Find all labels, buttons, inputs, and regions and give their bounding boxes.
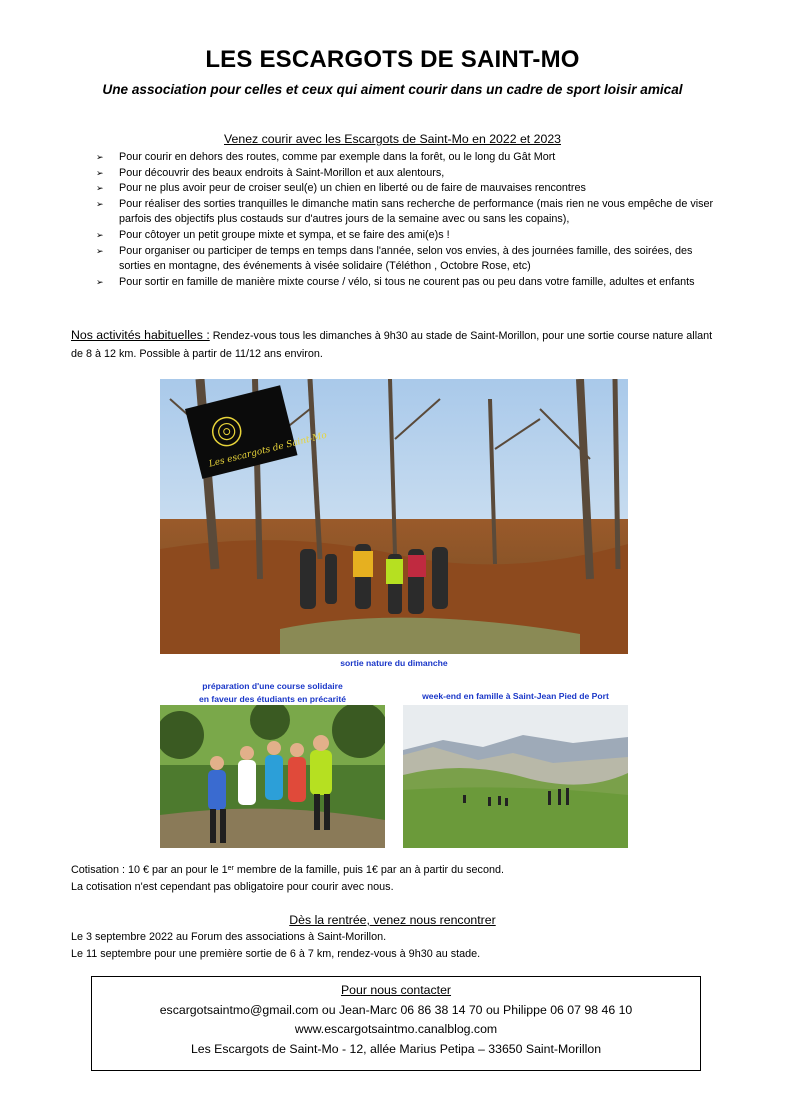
- contact-address: Les Escargots de Saint-Mo - 12, allée Marius Petipa – 33650 Saint-Morillon: [190, 1041, 602, 1056]
- list-item: ➢ Pour sortir en famille de manière mixte course / vélo, si tous ne courent pas ou peu dans votre famille, adultes et enfants: [96, 275, 716, 291]
- rentree-line2: Le 11 septembre pour une première sortie de 6 à 7 km, rendez-vous à 9h30 au stade.: [71, 948, 481, 960]
- list-item: ➢ Pour organiser ou participer de temps en temps dans l'année, selon vos envies, à des journées famille, des soirées, des sorties en montagne, des événements à visée solidaire (Téléthon , Octobre Rose, etc): [96, 244, 716, 275]
- photo-sunday-run: [160, 379, 628, 654]
- page-subtitle: Une association pour celles et ceux qui aiment courir dans un cadre de sport loisir amical: [102, 82, 683, 97]
- logo-text: Les escargots de Saint-Mo: [208, 430, 329, 470]
- photo-solidarity-run: [160, 705, 385, 848]
- photo-family-weekend: [403, 705, 628, 848]
- page-title: LES ESCARGOTS DE SAINT-MO: [205, 46, 580, 73]
- rentree-line1: Le 3 septembre 2022 au Forum des associations à Saint-Morillon.: [71, 931, 387, 943]
- cotisation-text-b: membre de la famille, puis 1€ par an à partir du second.: [233, 864, 504, 876]
- cotisation-sup: er: [227, 865, 234, 872]
- left-caption-line2: en faveur des étudiants en précarité: [198, 694, 347, 704]
- intro-heading: Venez courir avec les Escargots de Saint-Mo en 2022 et 2023: [224, 132, 561, 146]
- list-item: ➢ Pour courir en dehors des routes, comme par exemple dans la forêt, ou le long du Gât Mort: [96, 150, 716, 166]
- list-item: ➢ Pour réaliser des sorties tranquilles le dimanche matin sans recherche de performance (mais rien ne vous empêche de viser parfois des objectifs plus costauds sur d'autres jours de la semaine avec ou sans les copains),: [96, 197, 716, 228]
- activities-paragraph: [71, 327, 721, 363]
- contact-email-phones[interactable]: escargotsaintmo@gmail.com ou Jean-Marc 06 86 38 14 70 ou Philippe 06 07 98 46 10: [159, 1002, 633, 1017]
- left-caption-line1: préparation d'une course solidaire: [202, 681, 343, 691]
- activities-label: Nos activités habituelles :: [71, 328, 210, 342]
- cotisation-line2: La cotisation n'est cependant pas obligatoire pour courir avec nous.: [71, 881, 394, 893]
- list-item: ➢ Pour découvrir des beaux endroits à Saint-Morillon et aux alentours,: [96, 166, 716, 182]
- main-photo-caption: sortie nature du dimanche: [340, 658, 448, 668]
- group-photo-illustration: [160, 705, 385, 848]
- forest-run-illustration: [160, 379, 628, 654]
- activities-text: Rendez-vous tous les dimanches à 9h30 au stade de Saint-Morillon, pour une sortie course nature allant de 8 à 12 km. Possible à partir de 11/12 ans environ.: [71, 330, 713, 360]
- left-photo-caption: [160, 680, 385, 706]
- cotisation-line1: [71, 862, 721, 880]
- contact-heading: Pour nous contacter: [340, 983, 452, 997]
- list-item: ➢ Pour côtoyer un petit groupe mixte et sympa, et se faire des ami(e)s !: [96, 228, 716, 244]
- contact-website-link[interactable]: www.escargotsaintmo.canalblog.com: [294, 1022, 498, 1036]
- right-photo-caption: week-end en famille à Saint-Jean Pied de Port: [422, 691, 609, 701]
- cotisation-text-a: Cotisation : 10 € par an pour le 1: [71, 864, 228, 876]
- rentree-heading: Dès la rentrée, venez nous rencontrer: [289, 913, 496, 927]
- reasons-list: [96, 150, 716, 290]
- list-item: ➢ Pour ne plus avoir peur de croiser seul(e) un chien en liberté ou de faire de mauvaises rencontres: [96, 181, 716, 197]
- contact-box: [91, 976, 701, 1071]
- mountain-walk-illustration: [403, 705, 628, 848]
